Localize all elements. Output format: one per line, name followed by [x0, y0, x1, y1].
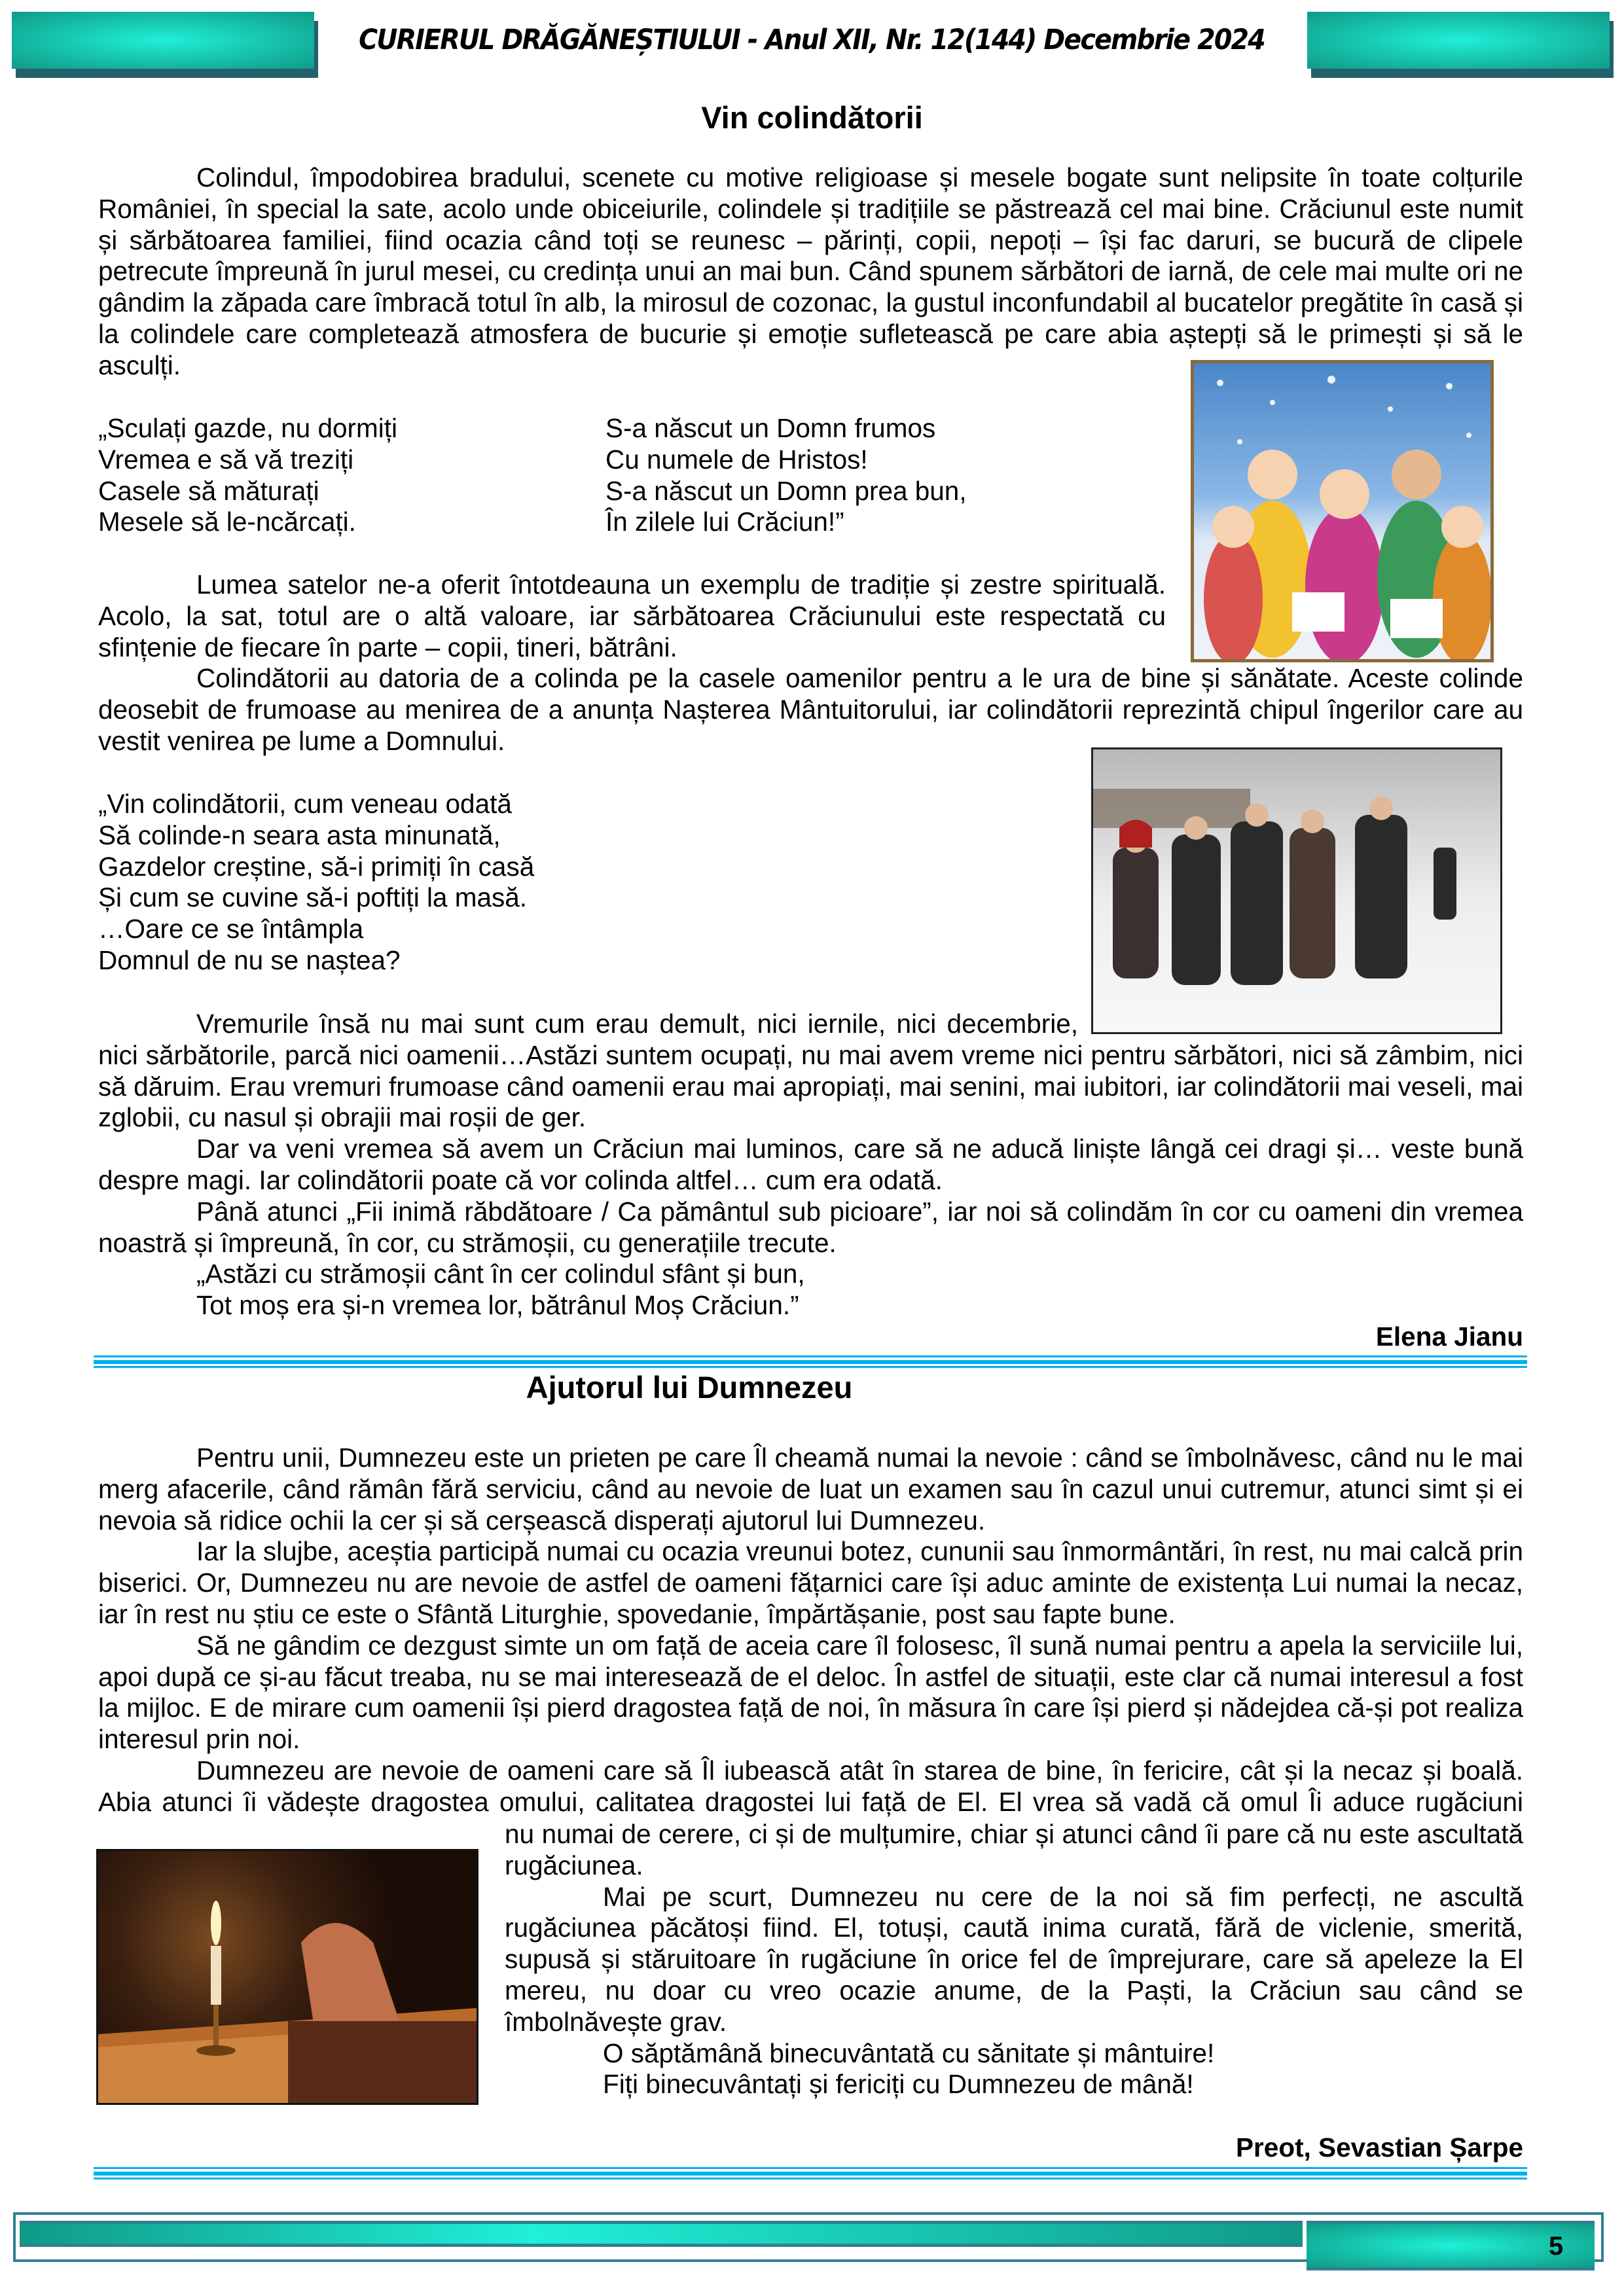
article-intro [98, 162, 1523, 382]
poem-line: S-a născut un Domn frumos [605, 413, 936, 443]
poem-line: În zilele lui Crăciun!” [605, 507, 844, 537]
poem-line: Gazdelor creștine, să-i primiți în casă [98, 851, 535, 882]
section-divider [94, 2167, 1527, 2180]
poem-line: „Vin colindătorii, cum veneau odată [98, 789, 512, 819]
header-decor-right [1307, 12, 1610, 69]
quote-line: Tot moș era și-n vremea lor, bătrânul Moș Crăciun.” [196, 1290, 799, 1321]
poem-line: Cu numele de Hristos! [605, 444, 868, 475]
paragraph: Dar va veni vremea să avem un Crăciun mai luminos, care să ne aducă liniște lângă cei dragi și… veste bună despre magi. Iar colindătorii poate că vor colinda altfel… cum era odată. [98, 1134, 1523, 1195]
paragraph: Dumnezeu are nevoie de oameni care să Îl iubească atât în starea de bine, în fericire, cât și la necaz și boală. Abia atunci îi vădește dragostea omului, calitatea dragostei lui față de El. El vrea să vadă că omul Îi aduce rugăciuni [98, 1755, 1523, 1817]
section-divider [94, 1355, 1527, 1369]
carolers-snow-photo [1091, 747, 1502, 1034]
article-author: Elena Jianu [1375, 1321, 1523, 1352]
poem-line: Și cum se cuvine să-i poftiți la masă. [98, 882, 528, 913]
paragraph: Să ne gândim ce dezgust simte un om față de aceia care îl folosesc, îl sună numai pentru a apela la serviciile lui, apoi după ce și-au făcut treaba, nu se mai interesează de el deloc. În astfel de situații, este clar că numai interesul a fost la mijloc. E de mirare cum oamenii își pierd dragostea față de noi, în măsura în care își pierd și nădejdea că-și pot realiza interesul prin noi. [98, 1630, 1523, 1755]
paragraph: Mai pe scurt, Dumnezeu nu cere de la noi să fim perfecți, ne ascultă rugăciunea păcătoși fiind. El, totuși, caută inima curată, fără de viclenie, smerită, supusă și stăruitoare în rugăciune în orice fel de împrejurare, care să apeleze la El mereu, nu doar cu vreo ocazie anume, de la Paști, la Crăciun sau când se îmbolnăvește grav. [505, 1881, 1523, 2037]
poem-line: Să colinde-n seara asta minunată, [98, 819, 501, 850]
article-title: Vin colindătorii [701, 100, 923, 135]
paragraph: Până atunci „Fii inimă răbdătoare / Ca pământul sub picioare”, iar noi să colindăm în cor cu oameni din vremea noastră și împreună, în cor, cu strămoșii, cu generațiile trecute. [98, 1196, 1523, 1258]
article-body-2 [98, 1009, 1523, 1353]
candle-prayer-photo [96, 1849, 478, 2105]
article-body-1 [98, 569, 1523, 757]
paragraph: Colindătorii au datoria de a colinda pe la casele oamenilor pentru a le ura de bine și sănătate. Aceste colinde deosebit de frumoase au menirea de a anunța Nașterea Mântuitorului, iar colindătorii reprezintă chipul îngerilor care au vestit venirea pe lume a Domnului. [98, 663, 1523, 756]
footer-bar [20, 2221, 1303, 2247]
paragraph: Colindul, împodobirea bradului, scenete cu motive religioase și mesele bogate sunt nelipsite în toate colțurile României, în special la sate, acolo unde obiceiurile, colindele și tradițiile se păstrează cel mai bine. Crăciunul este numit și sărbătoarea familiei, fiind ocazia când toți se reunesc – părinți, copii, nepoți – își fac daruri, se bucură de clipele petrecute împreună în jurul mesei, cu credința unui an mai bun. Când spunem sărbători de iarnă, de cele mai multe ori ne gândim la zăpada care îmbracă totul în alb, la mirosul de cozonac, la gustul inconfundabil al bucatelor pregătite în casă și la colindele care completează atmosfera de bucurie și emoție sufletească pe care abia aștepți să le primești și să le asculți. [98, 162, 1523, 380]
header-decor-left [12, 12, 314, 69]
poem-right-column [605, 413, 967, 538]
poem-line: „Sculați gazde, nu dormiți [98, 413, 397, 443]
article2-body [98, 1443, 1523, 1818]
poem-line: Mesele să le-ncărcați. [98, 507, 356, 537]
paragraph: Iar la slujbe, aceștia participă numai cu ocazia vreunui botez, cununii sau înmormântări, în rest, nu mai calcă prin biserici. Or, Dumnezeu nu are nevoie de astfel de oameni fățarnici care își aduc aminte de existența Lui numai la necaz, iar în rest nu știu ce este o Sfântă Liturghie, spovedanie, împărtășanie, post sau fapte bune. [98, 1536, 1523, 1629]
article2-author-wrap [98, 2132, 1523, 2164]
page-number: 5 [1549, 2232, 1564, 2261]
paragraph: Lumea satelor ne-a oferit întotdeauna un exemplu de tradiție și zestre spirituală. Acolo, la sat, totul are o altă valoare, iar sărbătoarea Crăciunului este respectată cu sfințenie de fiecare în parte – copii, tineri, bătrâni. [98, 569, 1166, 662]
poem-line: Casele să măturați [98, 475, 319, 506]
closing-line: Fiți binecuvântați și fericiți cu Dumnezeu de mână! [603, 2069, 1194, 2100]
poem-line: Domnul de nu se naștea? [98, 944, 401, 975]
paragraph: Pentru unii, Dumnezeu este un prieten pe care Îl cheamă numai la nevoie : când se îmbolnăvesc, când nu le mai merg afacerile, când rămân fără serviciu, când au nevoie de luat un examen sau în cazul unui cutremur, atunci simt și ei nevoia să ridice ochii la cer și să cerșească disperați ajutorul lui Dumnezeu. [98, 1443, 1523, 1535]
poem-line: …Oare ce se întâmpla [98, 914, 364, 944]
quote-line: „Astăzi cu strămoșii cânt în cer colindul sfânt și bun, [196, 1259, 805, 1289]
newspaper-header-title: CURIERUL DRĂGĂNEȘTIULUI - Anul XII, Nr. 12(144) Decembrie 2024 [359, 24, 1265, 56]
paragraph: nu numai de cerere, ci și de mulțumire, chiar și atunci când îi pare că nu este ascultată rugăciunea. [505, 1819, 1523, 1880]
poem-line: S-a născut un Domn prea bun, [605, 475, 967, 506]
article-title: Ajutorul lui Dumnezeu [526, 1370, 853, 1405]
poem-2 [98, 789, 534, 977]
article-author: Preot, Sevastian Șarpe [1236, 2132, 1523, 2162]
poem-left-column [98, 413, 397, 538]
poem-line: Vremea e să vă treziți [98, 444, 354, 475]
paragraph: Vremurile însă nu mai sunt cum erau demult, nici iernile, nici decembrie, nici sărbătorile, parcă nici oamenii…Astăzi suntem ocupați, nu mai avem vreme nici pentru sărbători, nici să zâmbim, nici să dăruim. Erau vremuri frumoase când oamenii erau mai apropiați, mai senini, mai iubitori, iar colindătorii mai veseli, mai zglobii, cu nasul și obrajii mai roșii de ger. [98, 1009, 1523, 1133]
closing-line: O săptămână binecuvântată cu sănitate și mântuire! [603, 2037, 1215, 2068]
article2-body-indented [505, 1819, 1523, 2100]
